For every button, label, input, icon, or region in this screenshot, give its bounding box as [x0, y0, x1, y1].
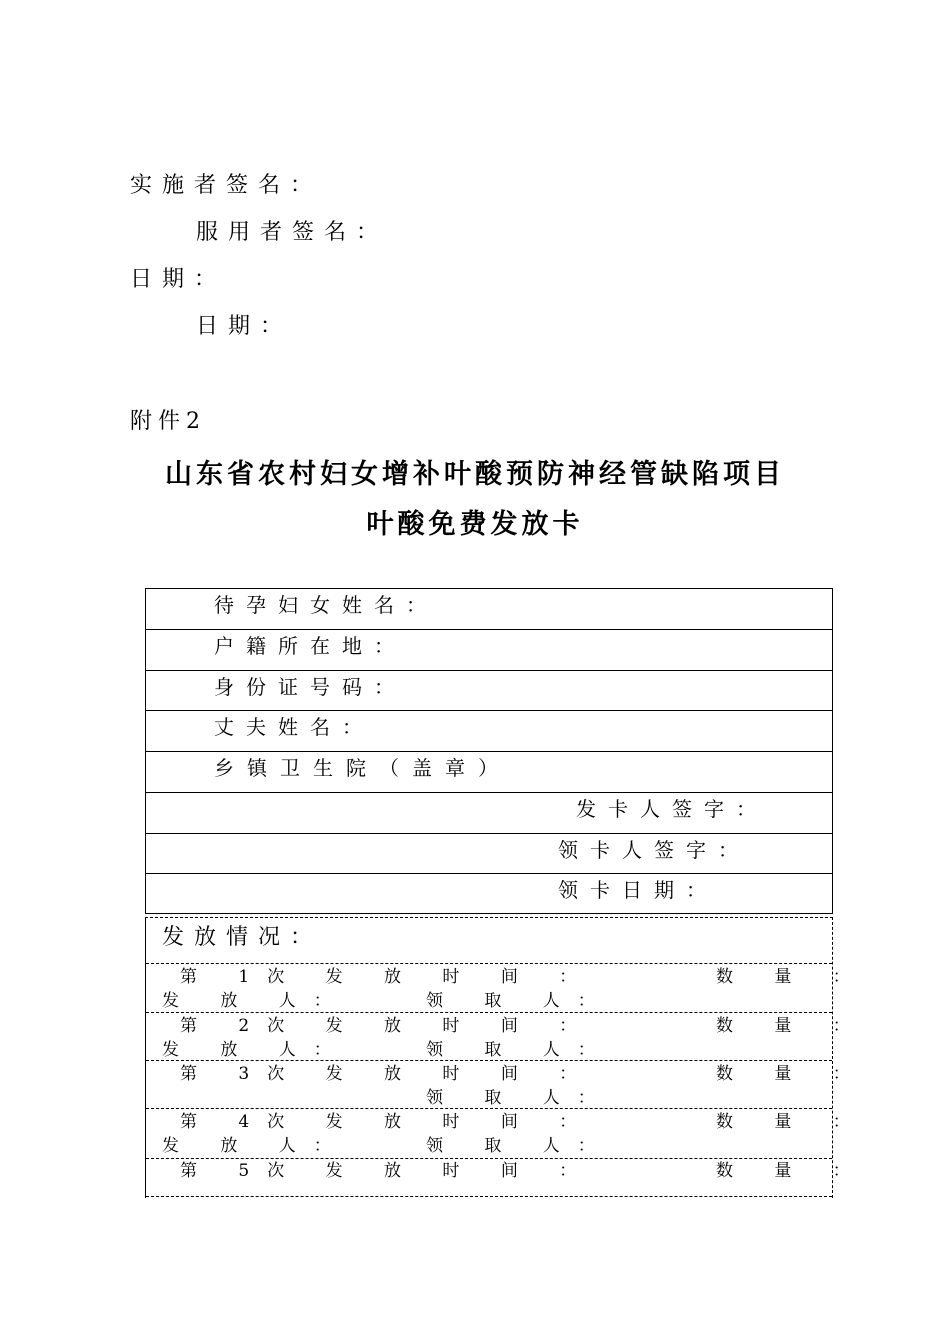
taker-signature-label: 服用者签名：: [196, 220, 389, 245]
round-1-time-label: 第 1次 发 放 时 间 ：: [180, 967, 595, 987]
card-row-date: [146, 874, 832, 915]
card-row-husband: [146, 711, 832, 752]
card-row-issuer: [146, 793, 832, 834]
distribution-header: 发放情况：: [162, 925, 323, 950]
husband-label: 丈夫姓名：: [214, 715, 374, 740]
round-4-time-label: 第 4次 发 放 时 间 ：: [180, 1112, 595, 1132]
date-label-1: 日期：: [130, 267, 227, 292]
card-table: [145, 588, 833, 914]
round-4-receiver-label: 领 取 人：: [426, 1136, 613, 1156]
round-5-qty-label: 数 量 ：: [716, 1161, 868, 1181]
page-subtitle: 叶酸免费发放卡: [366, 509, 584, 540]
divider: [146, 1158, 832, 1159]
page-title: 山东省农村妇女增补叶酸预防神经管缺陷项目: [165, 459, 785, 490]
receive-date-label: 领卡日期：: [558, 878, 718, 903]
divider: [146, 1196, 832, 1197]
divider: [146, 1012, 832, 1013]
round-4-qty-label: 数 量 ：: [716, 1112, 868, 1132]
card-row-residence: [146, 630, 832, 671]
issuer-sign-label: 发卡人签字：: [576, 796, 768, 821]
round-2-issuer-label: 发 放 人：: [162, 1040, 349, 1060]
card-row-id: [146, 671, 832, 712]
hospital-label: 乡镇卫生院（盖章）: [214, 756, 511, 780]
card-row-receiver: [146, 834, 832, 875]
round-4-issuer-label: 发 放 人：: [162, 1136, 349, 1156]
round-2-receiver-label: 领 取 人：: [426, 1040, 613, 1060]
residence-label: 户籍所在地：: [214, 633, 406, 658]
round-2-qty-label: 数 量 ：: [716, 1016, 868, 1036]
round-2-time-label: 第 2次 发 放 时 间 ：: [180, 1016, 595, 1036]
round-1-qty-label: 数 量 ：: [716, 967, 868, 987]
receiver-sign-label: 领卡人签字：: [558, 837, 750, 862]
card-row-name: [146, 589, 832, 630]
divider: [146, 1108, 832, 1109]
distribution-table: [145, 917, 868, 1198]
round-3-qty-label: 数 量 ：: [716, 1064, 868, 1084]
round-3-receiver-label: 领 取 人：: [426, 1088, 613, 1108]
card-row-hospital: [146, 752, 832, 793]
implementer-signature-label: 实施者签名：: [130, 173, 323, 198]
round-5-time-label: 第 5次 发 放 时 间 ：: [180, 1161, 595, 1181]
round-1-receiver-label: 领 取 人：: [426, 991, 613, 1011]
round-3-time-label: 第 3次 发 放 时 间 ：: [180, 1064, 595, 1084]
attachment-label: 附件2: [130, 409, 206, 434]
name-label: 待孕妇女姓名：: [214, 593, 438, 617]
round-1-issuer-label: 发 放 人：: [162, 991, 349, 1011]
divider: [146, 1060, 832, 1061]
divider: [146, 963, 832, 964]
date-label-2: 日期：: [196, 314, 293, 339]
id-number-label: 身份证号码：: [214, 674, 406, 699]
